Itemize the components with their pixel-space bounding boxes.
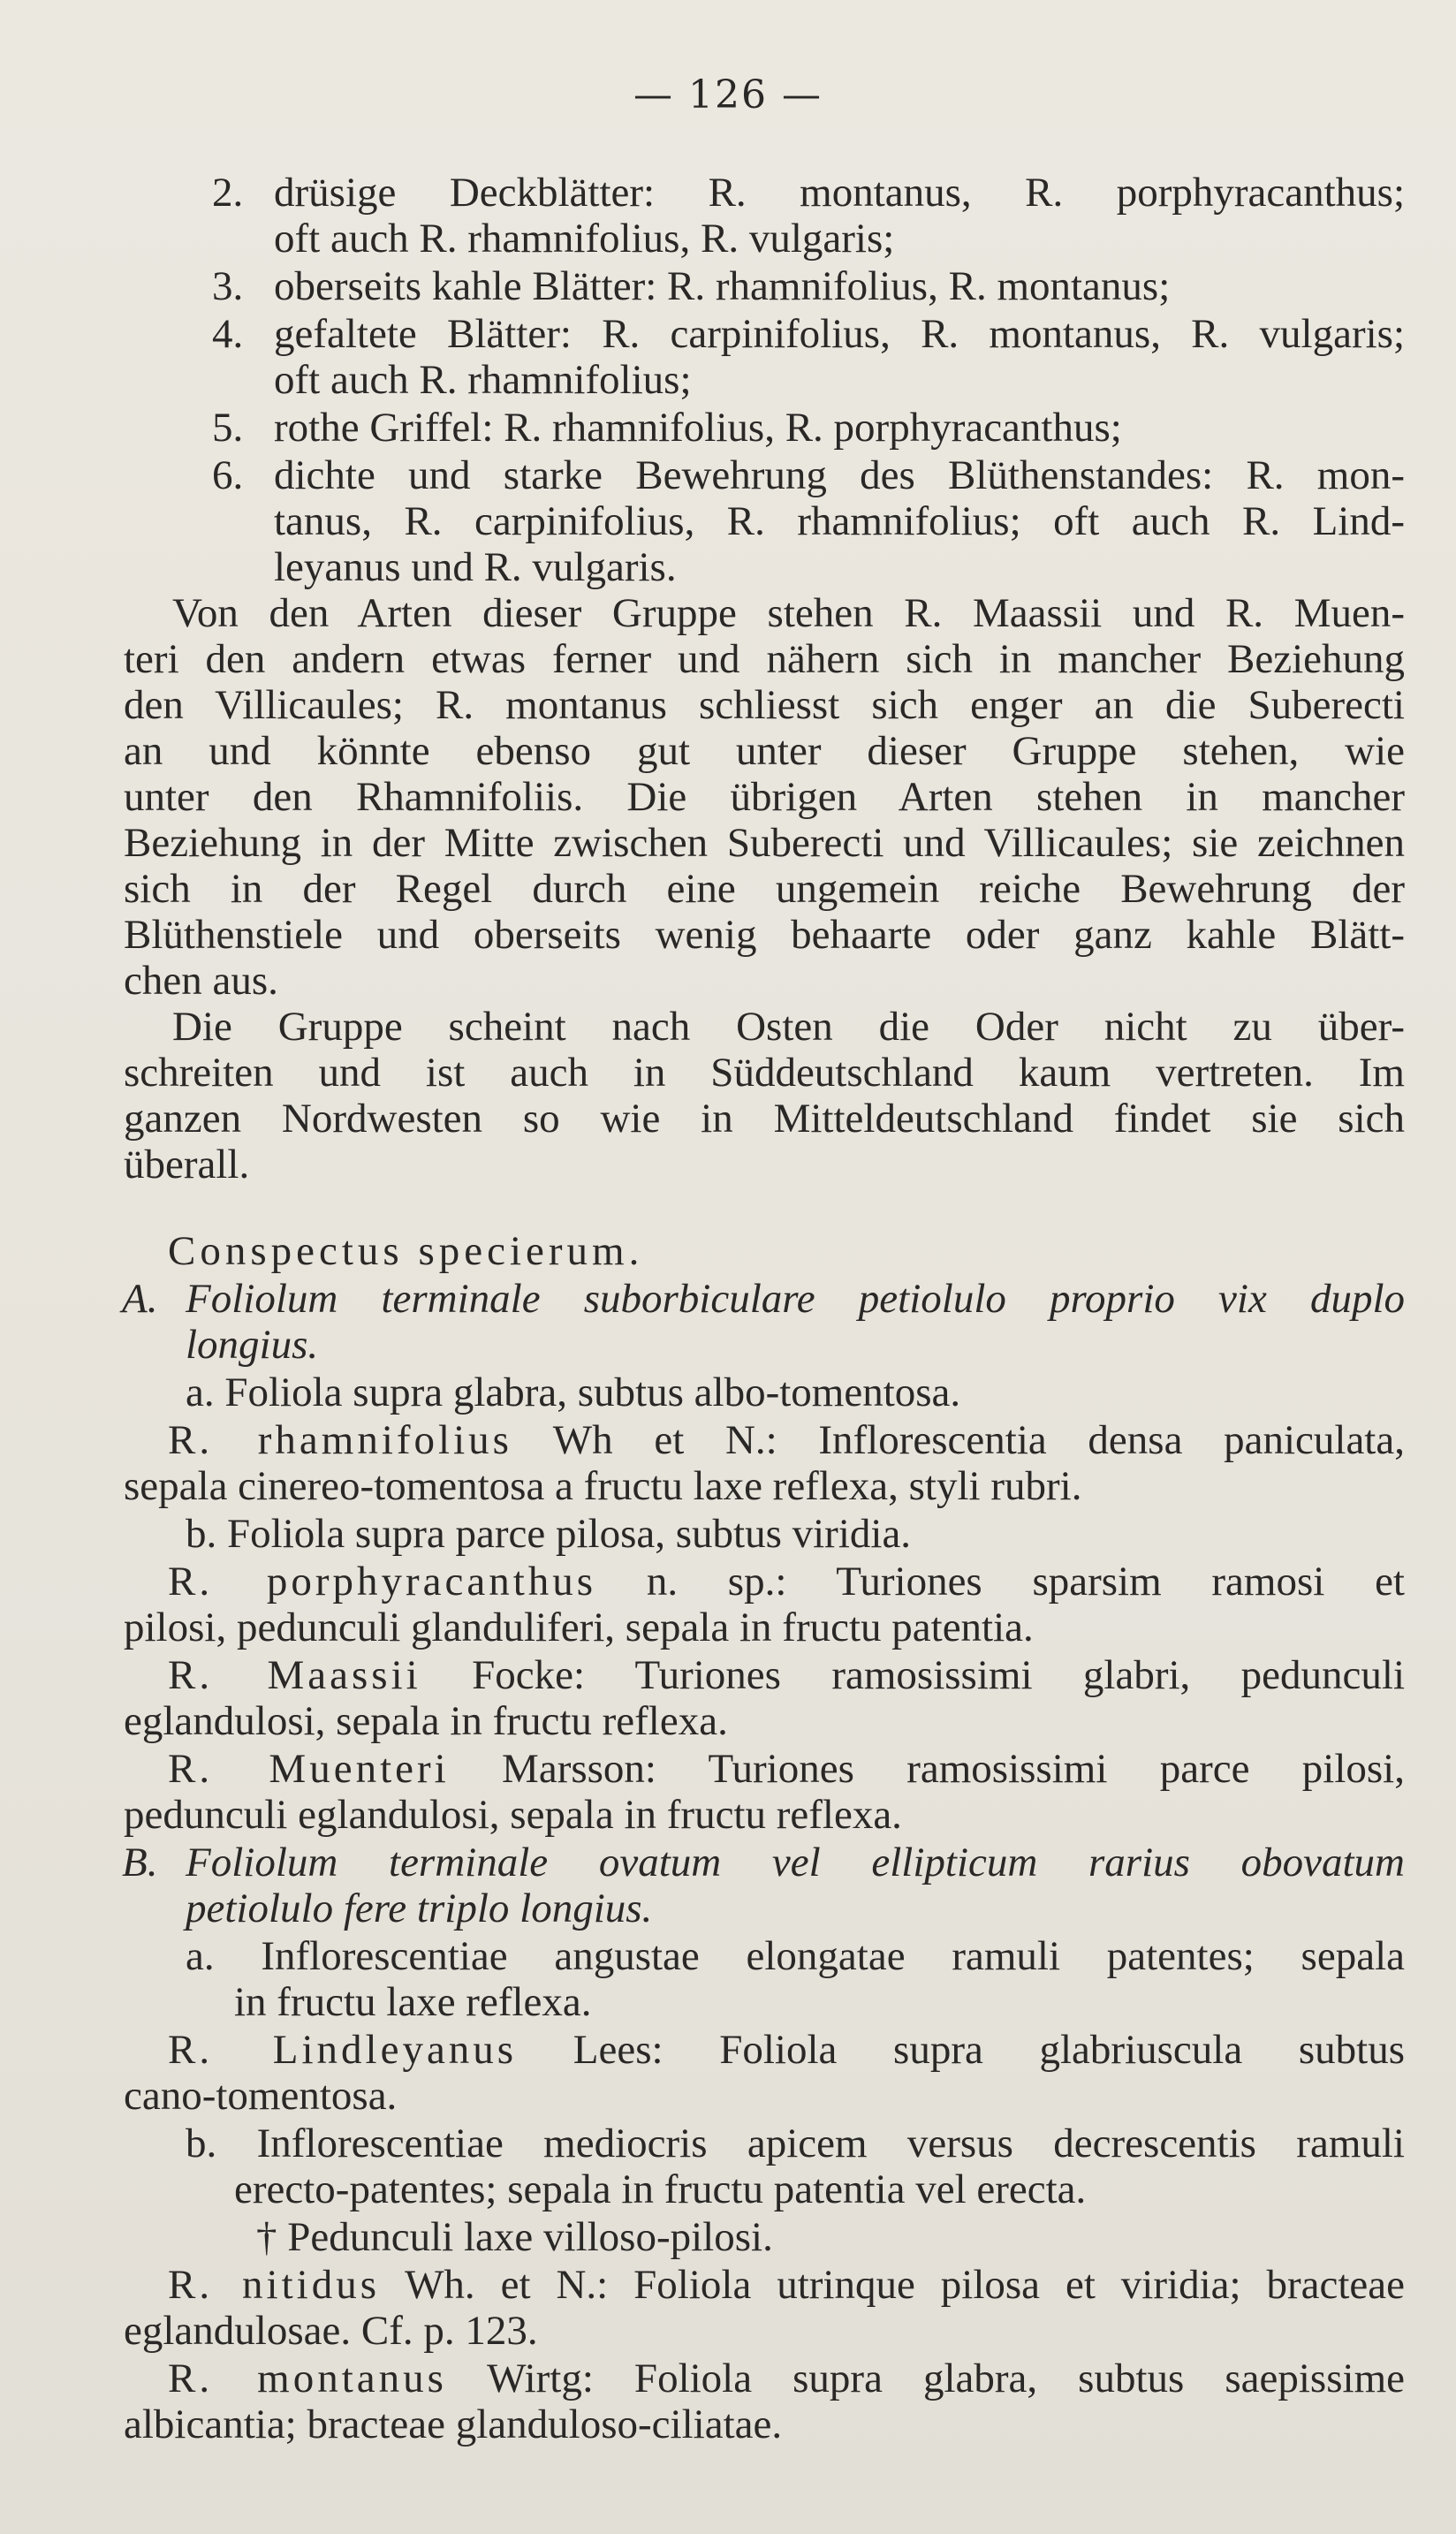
- list-number: 3.: [212, 263, 244, 309]
- list-item-line: drüsige Deckblätter: R. montanus, R. porphyracanthus;: [274, 170, 1405, 216]
- paragraph-line: sich in der Regel durch eine ungemein reiche Bewehrung der: [124, 866, 1405, 912]
- species-name: R. rhamnifolius: [168, 1417, 512, 1463]
- paragraph-line: an und könnte ebenso gut unter dieser Gruppe stehen, wie: [124, 728, 1405, 774]
- section-text: longius.: [186, 1322, 319, 1368]
- subsection-text: in fructu laxe reflexa.: [234, 1979, 592, 2025]
- species-description: sepala cinereo-tomentosa a fructu laxe reflexa, styli rubri.: [124, 1463, 1082, 1509]
- section-text: petiolulo fere triplo longius.: [186, 1885, 653, 1931]
- list-item-line: gefaltete Blätter: R. carpinifolius, R. montanus, R. vulgaris;: [274, 311, 1405, 357]
- paragraph-line: Beziehung in der Mitte zwischen Suberecti und Villicaules; sie zeichnen: [124, 820, 1405, 866]
- species-name: R. Lindleyanus: [168, 2027, 518, 2073]
- species-name: R. montanus: [168, 2356, 447, 2401]
- species-entry: [168, 2262, 1405, 2308]
- paragraph-line: überall.: [124, 1142, 250, 1187]
- page-number: — 126 —: [633, 72, 823, 118]
- paragraph-line: Blüthenstiele und oberseits wenig behaarte oder ganz kahle Blätt-: [124, 912, 1405, 958]
- species-description: eglandulosi, sepala in fructu reflexa.: [124, 1698, 728, 1744]
- list-number: 5.: [212, 405, 244, 451]
- species-name: R. nitidus: [168, 2262, 380, 2308]
- species-description: pilosi, pedunculi glanduliferi, sepala in fructu patentia.: [124, 1605, 1034, 1650]
- species-description: eglandulosae. Cf. p. 123.: [124, 2308, 538, 2354]
- species-entry: [168, 1746, 1405, 1792]
- subsection-text: erecto-patentes; sepala in fructu patentia vel erecta.: [234, 2166, 1087, 2212]
- species-entry: [168, 1652, 1405, 1698]
- species-name: R. Maassii: [168, 1652, 421, 1698]
- list-item-line: oft auch R. rhamnifolius;: [274, 357, 692, 403]
- paragraph-line: Von den Arten dieser Gruppe stehen R. Maassii und R. Muen-: [172, 590, 1405, 636]
- species-description: Marsson: Turiones ramosissimi parce pilosi,: [449, 1746, 1405, 1792]
- list-item-line: oft auch R. rhamnifolius, R. vulgaris;: [274, 216, 895, 262]
- species-description: albicantia; bracteae glanduloso-ciliatae.: [124, 2401, 783, 2447]
- species-entry: [168, 2027, 1405, 2073]
- species-description: Lees: Foliola supra glabriuscula subtus: [517, 2027, 1405, 2073]
- paragraph-line: chen aus.: [124, 958, 278, 1004]
- list-number: 4.: [212, 311, 244, 357]
- subsection-text: b. Foliola supra parce pilosa, subtus viridia.: [186, 1511, 912, 1557]
- paragraph-line: schreiten und ist auch in Süddeutschland kaum vertreten. Im: [124, 1050, 1405, 1096]
- list-item-line: dichte und starke Bewehrung des Blüthenstandes: R. mon-: [274, 452, 1405, 498]
- species-name: R. Muenteri: [168, 1746, 450, 1792]
- species-description: Focke: Turiones ramosissimi glabri, pedunculi: [421, 1652, 1405, 1698]
- list-number: 6.: [212, 452, 244, 498]
- paragraph-line: unter den Rhamnifoliis. Die übrigen Arten stehen in mancher: [124, 774, 1405, 820]
- list-item-line: tanus, R. carpinifolius, R. rhamnifolius; oft auch R. Lind-: [274, 498, 1405, 544]
- paragraph-line: den Villicaules; R. montanus schliesst sich enger an die Suberecti: [124, 682, 1405, 728]
- species-description: pedunculi eglandulosi, sepala in fructu reflexa.: [124, 1792, 902, 1838]
- section-text: Foliolum terminale ovatum vel ellipticum rarius obovatum: [186, 1840, 1405, 1885]
- dagger-subsection: † Pedunculi laxe villoso-pilosi.: [256, 2214, 773, 2260]
- species-description: Wirtg: Foliola supra glabra, subtus saepissime: [446, 2356, 1405, 2401]
- subsection-text: a. Foliola supra glabra, subtus albo-tomentosa.: [186, 1369, 961, 1415]
- species-entry: [168, 1417, 1405, 1463]
- list-item-line: rothe Griffel: R. rhamnifolius, R. porphyracanthus;: [274, 405, 1122, 451]
- conspectus-heading: Conspectus specierum.: [168, 1228, 644, 1274]
- paragraph-line: ganzen Nordwesten so wie in Mitteldeutschland findet sie sich: [124, 1096, 1405, 1142]
- species-entry: [168, 1559, 1405, 1605]
- species-entry: [168, 2356, 1405, 2401]
- species-description: n. sp.: Turiones sparsim ramosi et: [596, 1559, 1405, 1605]
- list-number: 2.: [212, 170, 244, 216]
- list-item-line: leyanus und R. vulgaris.: [274, 544, 677, 590]
- species-description: cano-tomentosa.: [124, 2073, 398, 2119]
- species-name: R. porphyracanthus: [168, 1559, 597, 1605]
- list-item-line: oberseits kahle Blätter: R. rhamnifolius, R. montanus;: [274, 263, 1171, 309]
- species-description: Wh. et N.: Foliola utrinque pilosa et viridia; bracteae: [380, 2262, 1405, 2308]
- section-text: Foliolum terminale suborbiculare petiolulo proprio vix duplo: [186, 1276, 1405, 1322]
- subsection-text: a. Inflorescentiae angustae elongatae ramuli patentes; sepala: [186, 1933, 1405, 1979]
- paragraph-line: teri den andern etwas ferner und nähern sich in mancher Beziehung: [124, 636, 1405, 682]
- section-label: A.: [122, 1276, 158, 1322]
- section-label: B.: [122, 1840, 158, 1885]
- subsection-text: b. Inflorescentiae mediocris apicem versus decrescentis ramuli: [186, 2121, 1405, 2166]
- paragraph-line: Die Gruppe scheint nach Osten die Oder nicht zu über-: [172, 1004, 1405, 1050]
- species-description: Wh et N.: Inflorescentia densa paniculata,: [512, 1417, 1405, 1463]
